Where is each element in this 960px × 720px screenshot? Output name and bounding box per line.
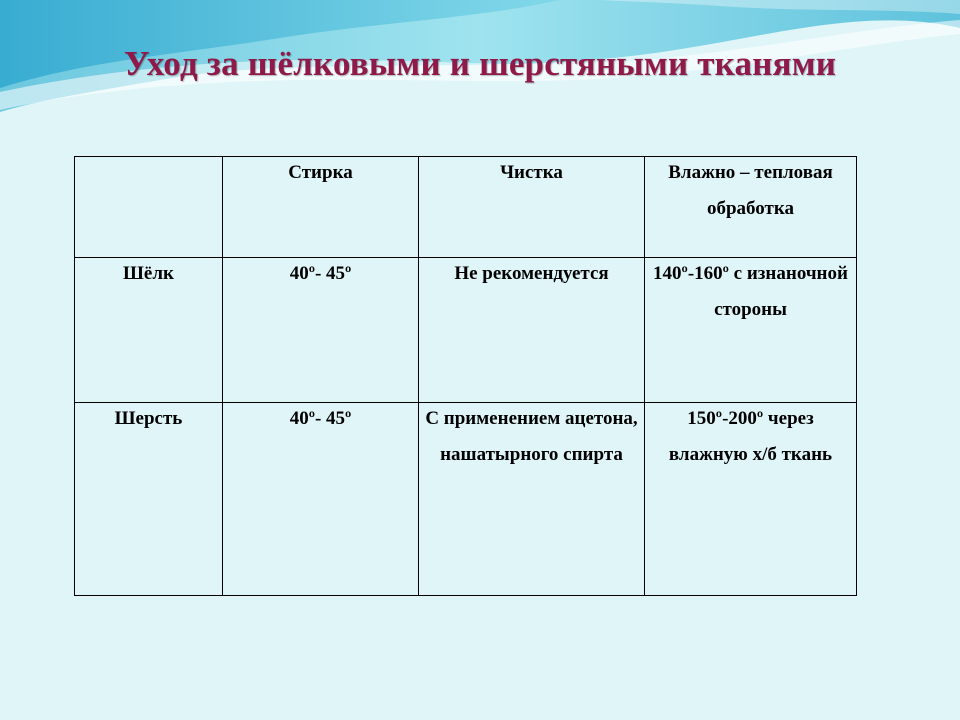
cell-fabric-wool: Шерсть [75,403,223,596]
cell-silk-steam: 140º-160º с изнаночной стороны [645,258,857,403]
cell-fabric-silk: Шёлк [75,258,223,403]
table-row-wool [75,403,857,596]
header-cell-washing: Стирка [223,157,419,258]
table-row-silk [75,258,857,403]
header-cell-steam-treatment: Влажно – тепловая обработка [645,157,857,258]
cell-silk-washing: 40º- 45º [223,258,419,403]
cell-silk-cleaning: Не рекомендуется [419,258,645,403]
header-cell-empty [75,157,223,258]
cell-wool-cleaning: С применением ацетона, нашатырного спирта [419,403,645,596]
cell-wool-steam: 150º-200º через влажную х/б ткань [645,403,857,596]
page-title: Уход за шёлковыми и шерстяными тканями [123,44,837,83]
table-header-row [75,157,857,258]
care-table [74,156,857,596]
header-cell-cleaning: Чистка [419,157,645,258]
cell-wool-washing: 40º- 45º [223,403,419,596]
